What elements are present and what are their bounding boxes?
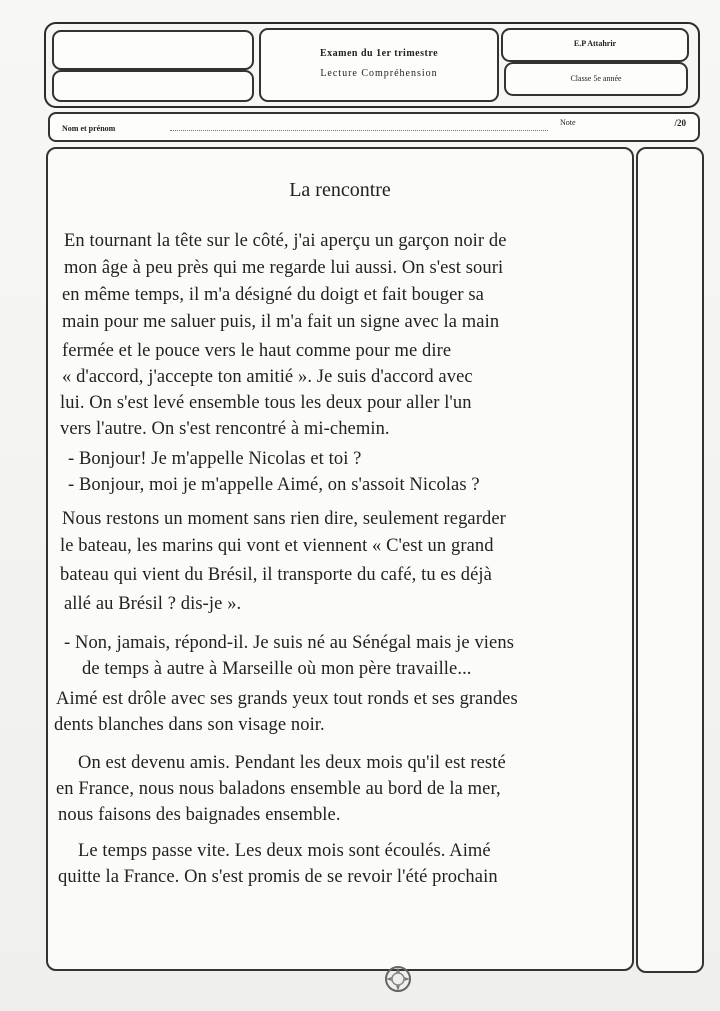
story-line: - Bonjour! Je m'appelle Nicolas et toi ? (68, 449, 362, 469)
story-line: nous faisons des baignades ensemble. (58, 805, 341, 825)
story-line: mon âge à peu près qui me regarde lui aussi. On s'est souri (64, 258, 504, 278)
story-line: fermée et le pouce vers le haut comme pour me dire (62, 341, 452, 361)
note-label: Note (560, 118, 576, 127)
name-field[interactable] (170, 130, 548, 131)
exam-subtitle: Lecture Compréhension (320, 68, 438, 79)
story-line: - Non, jamais, répond-il. Je suis né au Sénégal mais je viens (64, 633, 515, 653)
student-info-bar (48, 112, 700, 142)
header-empty-box-2 (52, 70, 254, 102)
story-line: « d'accord, j'accepte ton amitié ». Je suis d'accord avec (62, 367, 473, 387)
story-line: Nous restons un moment sans rien dire, seulement regarder (62, 509, 506, 529)
story-line: En tournant la tête sur le côté, j'ai aperçu un garçon noir de (64, 231, 507, 251)
story-line: vers l'autre. On s'est rencontré à mi-chemin. (60, 419, 390, 439)
school-name: E.P Attahrir (573, 39, 617, 48)
story-box (46, 147, 634, 971)
story-line: Aimé est drôle avec ses grands yeux tout ronds et ses grandes (56, 689, 518, 709)
score: /20 (674, 118, 686, 128)
name-label: Nom et prénom (62, 124, 116, 133)
story-line: Le temps passe vite. Les deux mois sont écoulés. Aimé (78, 841, 491, 861)
seal-icon (383, 964, 413, 994)
story-line: - Bonjour, moi je m'appelle Aimé, on s'assoit Nicolas ? (68, 475, 480, 495)
exam-title: Examen du 1er trimestre (319, 48, 439, 59)
class-label: Classe 5e année (570, 74, 622, 83)
story-line: On est devenu amis. Pendant les deux mois qu'il est resté (78, 753, 506, 773)
story-line: en France, nous nous baladons ensemble au bord de la mer, (56, 779, 501, 799)
school-box (501, 28, 689, 62)
story-line: dents blanches dans son visage noir. (54, 715, 325, 735)
story-line: quitte la France. On s'est promis de se revoir l'été prochain (58, 867, 498, 887)
story-line: le bateau, les marins qui vont et viennent « C'est un grand (60, 536, 494, 556)
story-line: lui. On s'est levé ensemble tous les deux pour aller l'un (60, 393, 472, 413)
story-line: main pour me saluer puis, il m'a fait un signe avec la main (62, 312, 500, 332)
header-empty-box-1 (52, 30, 254, 70)
exam-title-box (259, 28, 499, 102)
margin-column (636, 147, 704, 973)
story-title: La rencontre (289, 179, 391, 201)
story-line: de temps à autre à Marseille où mon père travaille... (82, 659, 472, 679)
story-line: allé au Brésil ? dis-je ». (64, 594, 242, 614)
story-line: en même temps, il m'a désigné du doigt et fait bouger sa (62, 285, 484, 305)
class-box (504, 62, 688, 96)
story-line: bateau qui vient du Brésil, il transporte du café, tu es déjà (60, 565, 492, 585)
